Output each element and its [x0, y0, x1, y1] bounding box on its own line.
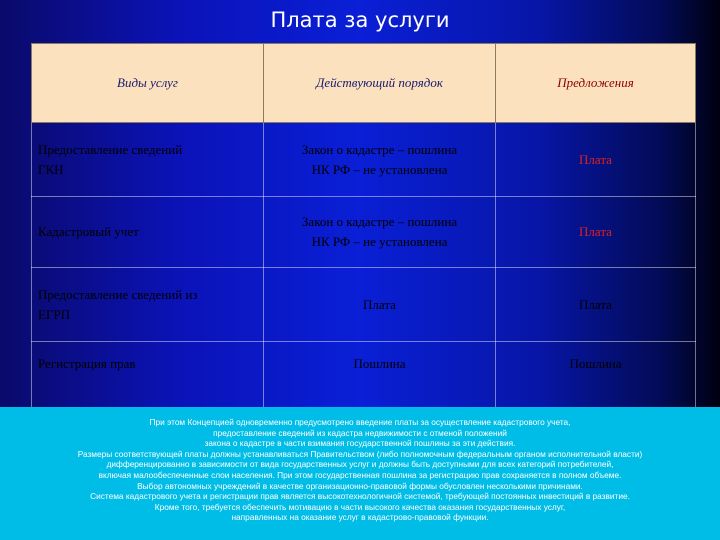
current-cell	[264, 342, 496, 413]
service-line: Регистрация прав	[38, 356, 136, 371]
table-row	[32, 197, 696, 268]
service-cell	[32, 123, 264, 197]
fee-table	[31, 43, 696, 413]
slide-title: Плата за услуги	[270, 8, 450, 32]
service-line: Предоставление сведений	[38, 141, 183, 157]
current-line: Закон о кадастре – пошлина	[301, 141, 458, 157]
proposal-cell: Плата	[496, 197, 696, 268]
note-line: Система кадастрового учета и регистрации прав является высокотехнологичной системой, требующей постоянных инвестиций в развитие.	[90, 491, 630, 502]
proposal-cell: Пошлина	[496, 342, 696, 413]
current-line: Плата	[363, 296, 396, 312]
note-line: предоставление сведений из кадастра недвижимости с отменой положений	[213, 427, 507, 438]
service-line: ГКН	[38, 161, 64, 177]
note-box	[0, 407, 720, 540]
current-cell	[264, 197, 496, 268]
current-cell	[264, 268, 496, 342]
note-line: включая малообеспеченные слои населения. При этом государственная пошлина за регистрацию прав сохраняется в полном объеме.	[98, 469, 622, 480]
service-line: Предоставление сведений из	[38, 286, 198, 302]
header-proposals: Предложения	[496, 44, 696, 123]
current-line: Закон о кадастре – пошлина	[301, 214, 458, 229]
note-line: дифференцированно в зависимости от вида государственных услуг и должны быть доступными для всех категорий потребителей,	[106, 459, 614, 470]
note-line: закона о кадастре в части взимания государственной пошлины за эти действия.	[204, 438, 516, 449]
service-cell	[32, 197, 264, 268]
current-line: НК РФ – не установлена	[311, 234, 448, 249]
note-line: При этом Концепцией одновременно предусмотрено введение платы за осуществление кадастрового учета,	[149, 417, 571, 427]
service-line: ЕГРП	[38, 306, 71, 322]
current-line: Пошлина	[353, 356, 406, 371]
current-line: НК РФ – не установлена	[311, 161, 448, 177]
header-services: Виды услуг	[32, 44, 264, 123]
note-line: Размеры соответствующей платы должны устанавливаться Правительством (либо полномочным федеральным органом исполнительной власти)	[77, 448, 643, 459]
proposal-cell: Плата	[496, 123, 696, 197]
proposal-cell: Плата	[496, 268, 696, 342]
table-row	[32, 268, 696, 342]
header-current-procedure: Действующий порядок	[264, 44, 496, 123]
note-line: Кроме того, требуется обеспечить мотивацию в части высокого качества оказания государственных услуг,	[154, 501, 566, 512]
current-cell	[264, 123, 496, 197]
table-header-row	[32, 44, 696, 123]
service-line: Кадастровый учет	[38, 224, 139, 239]
table-row	[32, 123, 696, 197]
service-cell	[32, 342, 264, 413]
note-line: направленных на оказание услуг в кадастрово-правовой функции.	[231, 512, 489, 523]
note-line: Выбор автономных учреждений в качестве организационно-правовой формы обусловлен несколькими причинами.	[137, 480, 583, 491]
table-row	[32, 342, 696, 413]
service-cell	[32, 268, 264, 342]
